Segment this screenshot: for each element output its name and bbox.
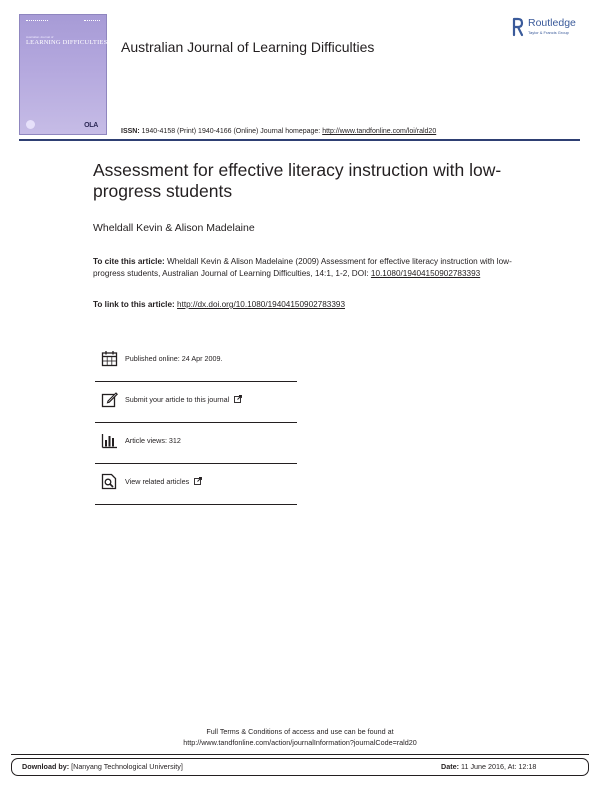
publisher-name: Routledge xyxy=(528,17,576,29)
terms-link[interactable]: http://www.tandfonline.com/action/journalInformation?journalCode=rald20 xyxy=(183,738,417,747)
cover-decoration xyxy=(84,20,100,24)
views-row xyxy=(95,432,297,470)
view-related-articles-link[interactable] xyxy=(125,477,202,486)
cover-title: LEARNING DIFFICULTIES xyxy=(26,39,108,46)
info-divider xyxy=(95,504,297,505)
article-doi-link[interactable]: http://dx.doi.org/10.1080/19404150902783393 xyxy=(177,300,346,309)
footer-divider xyxy=(11,754,589,755)
article-views: Article views: 312 xyxy=(125,436,181,445)
published-date: Published online: 24 Apr 2009. xyxy=(125,354,223,363)
cite-text: Wheldall Kevin & Alison Madelaine (2009) Assessment for effective literacy instruction with low-progress students, Australian Journal of Learning Difficulties, 14:1, 1-2, DOI: xyxy=(93,257,512,278)
submit-row[interactable] xyxy=(95,391,297,429)
date-value: 11 June 2016, At: 12:18 xyxy=(460,762,537,771)
document-search-icon xyxy=(101,473,118,490)
downloaded-by xyxy=(22,762,183,771)
issn-text: 1940-4158 (Print) 1940-4166 (Online) Journal homepage: xyxy=(141,128,321,135)
publisher-logo xyxy=(512,17,590,39)
cite-doi-link[interactable]: 10.1080/19404150902783393 xyxy=(370,269,481,278)
external-link-icon xyxy=(234,395,242,403)
article-authors: Wheldall Kevin & Alison Madelaine xyxy=(93,222,255,234)
article-title: Assessment for effective literacy instruction with low-progress students xyxy=(93,160,502,201)
routledge-r-icon xyxy=(512,17,524,37)
related-articles-label: View related articles xyxy=(125,477,190,486)
issn-label: ISSN: xyxy=(121,128,140,135)
info-divider xyxy=(95,422,297,423)
terms-line: Full Terms & Conditions of access and use can be found at xyxy=(206,727,394,736)
submit-article-link[interactable] xyxy=(125,395,242,404)
article-link-line xyxy=(93,300,345,309)
cover-logo: OLA xyxy=(84,122,98,129)
related-row[interactable] xyxy=(95,473,297,511)
cite-label: To cite this article: xyxy=(93,257,165,266)
publisher-tagline: Taylor & Francis Group xyxy=(528,30,569,35)
cover-caption: Australian Journal of xyxy=(26,35,54,39)
calendar-icon xyxy=(101,350,118,367)
downloaded-value: [Nanyang Technological University] xyxy=(71,762,183,771)
cover-decoration xyxy=(26,20,48,24)
journal-cover-image xyxy=(19,14,107,135)
date-label: Date: xyxy=(441,762,459,771)
issn-line xyxy=(121,128,436,135)
header-divider xyxy=(19,139,580,141)
terms-block xyxy=(0,726,600,748)
download-date xyxy=(441,762,536,771)
cover-seal-icon xyxy=(26,120,35,129)
external-link-icon xyxy=(194,477,202,485)
link-label: To link to this article: xyxy=(93,300,175,309)
published-row xyxy=(95,350,297,388)
journal-title: Australian Journal of Learning Difficulties xyxy=(121,39,375,55)
bar-chart-icon xyxy=(101,432,118,449)
citation-block xyxy=(93,256,513,280)
info-divider xyxy=(95,381,297,382)
downloaded-label: Download by: xyxy=(22,762,70,771)
info-divider xyxy=(95,463,297,464)
submit-article-label: Submit your article to this journal xyxy=(125,395,230,404)
edit-icon xyxy=(101,391,118,408)
journal-homepage-link[interactable]: http://www.tandfonline.com/loi/rald20 xyxy=(322,128,437,135)
